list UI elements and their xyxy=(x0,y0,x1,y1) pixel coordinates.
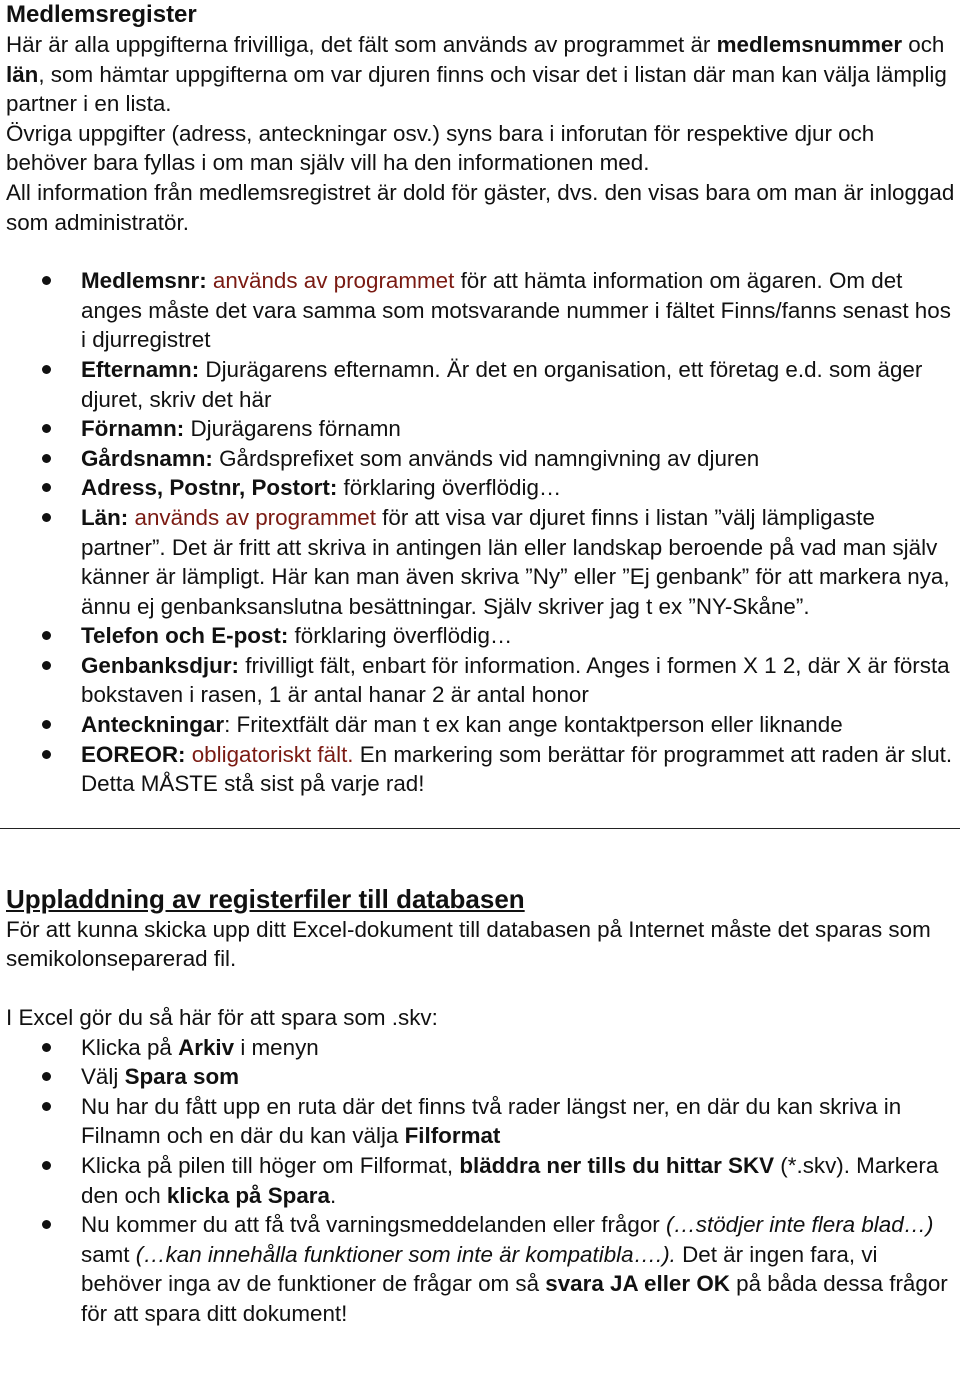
field-highlight: används av programmet xyxy=(128,504,376,530)
step-bold: klicka på Spara xyxy=(166,1182,330,1208)
bullet-icon xyxy=(42,1161,51,1170)
field-label: Anteckningar xyxy=(81,712,225,738)
step-bold: svara JA eller OK xyxy=(545,1271,730,1297)
step-text: . xyxy=(329,1182,337,1208)
list-item xyxy=(6,1092,956,1151)
list-item xyxy=(6,1033,956,1063)
bullet-icon xyxy=(42,720,51,729)
step-text: Nu kommer du att få två varningsmeddelanden eller frågor xyxy=(81,1212,666,1238)
bullet-icon xyxy=(42,513,51,522)
intro-paragraph-ovriga: Övriga uppgifter (adress, anteckningar osv.) syns bara i inforutan för respektive djur och behöver bara fyllas i om man själv vill ha den informationen med. xyxy=(6,120,875,176)
intro-paragraph xyxy=(6,30,956,119)
intro-bold-medlemsnummer: medlemsnummer xyxy=(716,32,903,57)
bullet-icon xyxy=(42,1102,51,1111)
field-description: för att visa var djuret finns i listan ”välj lämpligaste partner”. Det är fritt att skriva in antingen län eller landskap beroende på vad man själv känner är lämpligt. Här kan man även skriva ”Ny” eller ”Ej genbank” för att markera nya, ännu ej genbanksanslutna besättningar. Själv skriver jag t ex ”NY-Skåne”. xyxy=(81,504,950,619)
field-description: Djurägarens efternamn. Är det en organisation, ett företag e.d. som äger djuret, skriv det här xyxy=(81,356,923,412)
bullet-icon xyxy=(42,276,51,285)
upload-paragraph: För att kunna skicka upp ditt Excel-dokument till databasen på Internet måste det sparas som semikolonseparerad fil. xyxy=(6,916,931,972)
step-text: Klicka på pilen till höger om Filformat, xyxy=(81,1153,460,1178)
bullet-icon xyxy=(42,424,51,433)
intro-text: och xyxy=(902,32,945,57)
field-highlight: används av programmet xyxy=(206,268,455,294)
field-label: Gårdsnamn: xyxy=(81,445,213,471)
field-label: Län: xyxy=(81,504,129,530)
step-text: Välj xyxy=(81,1064,125,1090)
list-item xyxy=(6,444,956,474)
step-text: på båda dessa frågor för att spara ditt dokument! xyxy=(81,1271,948,1326)
list-item xyxy=(6,414,956,444)
section-heading-medlemsregister: Medlemsregister xyxy=(6,1,197,28)
step-italic: (…kan innehålla funktioner som inte är kompatibla….). xyxy=(135,1241,676,1267)
document-page xyxy=(6,0,956,1329)
list-item xyxy=(6,503,956,621)
bullet-icon xyxy=(42,1043,51,1052)
field-label: Genbanksdjur: xyxy=(81,652,240,678)
intro-bold-lan: län xyxy=(6,61,39,87)
step-text: Klicka på xyxy=(81,1034,179,1060)
field-label: Medlemsnr: xyxy=(81,268,207,294)
list-item xyxy=(6,710,956,740)
field-description: Gårdsprefixet som används vid namngivning av djuren xyxy=(212,445,760,471)
field-description: förklaring överflödig… xyxy=(288,623,513,649)
step-bold: Spara som xyxy=(124,1064,240,1090)
step-text: (*.skv). Markera den och xyxy=(81,1153,939,1208)
intro-text: Här är alla uppgifterna frivilliga, det fält som används av programmet är xyxy=(6,32,711,57)
list-item xyxy=(6,1151,956,1210)
excel-intro-paragraph: I Excel gör du så här för att spara som .skv: xyxy=(6,1005,438,1031)
step-bold: Filformat xyxy=(404,1123,501,1149)
field-description: Djurägarens förnamn xyxy=(184,416,401,442)
list-item xyxy=(6,651,956,710)
bullet-icon xyxy=(42,1072,51,1081)
field-description: frivilligt fält, enbart för information. Anges i formen X 1 2, där X är första bokstaven i rasen, 1 är antal hanar 2 är antal honor xyxy=(81,652,950,708)
field-list xyxy=(6,266,956,799)
list-item xyxy=(6,266,956,355)
field-label: Förnamn: xyxy=(81,416,185,442)
field-label: EOREOR: xyxy=(81,741,186,767)
bullet-icon xyxy=(42,365,51,374)
step-text: Det är ingen fara, vi behöver inga av de funktioner de frågar om så xyxy=(81,1241,878,1297)
bullet-icon xyxy=(42,661,51,670)
field-description: förklaring överflödig… xyxy=(337,475,562,501)
list-item xyxy=(6,740,956,799)
list-item xyxy=(6,1210,956,1328)
field-description: : Fritextfält där man t ex kan ange kontaktperson eller liknande xyxy=(224,712,843,738)
field-description: En markering som berättar för programmet att raden är slut. Detta MÅSTE stå sist på varje rad! xyxy=(81,741,953,797)
bullet-icon xyxy=(42,750,51,759)
field-description: för att hämta information om ägaren. Om det anges måste det vara samma som motsvarande nummer i fältet Finns/fanns senast hos i djurregistret xyxy=(81,268,951,353)
bullet-icon xyxy=(42,483,51,492)
steps-list xyxy=(6,1033,956,1329)
bullet-icon xyxy=(42,454,51,463)
list-item xyxy=(6,1062,956,1092)
field-label: Efternamn: xyxy=(81,356,200,382)
list-item xyxy=(6,355,956,414)
intro-paragraph-dold: All information från medlemsregistret är dold för gäster, dvs. den visas bara om man är inloggad som administratör. xyxy=(6,179,955,235)
step-italic: (…stödjer inte flera blad…) xyxy=(665,1212,934,1238)
intro-text: , som hämtar uppgifterna om var djuren finns och visar det i listan där man kan välja lämplig partner i en lista. xyxy=(6,61,947,117)
field-label: Adress, Postnr, Postort: xyxy=(81,475,338,501)
field-highlight: obligatoriskt fält. xyxy=(185,741,354,767)
bullet-icon xyxy=(42,631,51,640)
field-label: Telefon och E-post: xyxy=(81,623,289,649)
section-heading-uppladdning: Uppladdning av registerfiler till databasen xyxy=(6,883,525,914)
list-item xyxy=(6,473,956,503)
step-bold: bläddra ner tills du hittar SKV xyxy=(459,1153,775,1178)
step-text: Nu har du fått upp en ruta där det finns två rader längst ner, en där du kan skriva in Filnamn och en där du kan välja xyxy=(81,1093,902,1149)
step-bold: Arkiv xyxy=(178,1034,235,1060)
list-item xyxy=(6,621,956,651)
step-text: samt xyxy=(81,1241,136,1267)
step-text: i menyn xyxy=(234,1034,319,1060)
bullet-icon xyxy=(42,1220,51,1229)
